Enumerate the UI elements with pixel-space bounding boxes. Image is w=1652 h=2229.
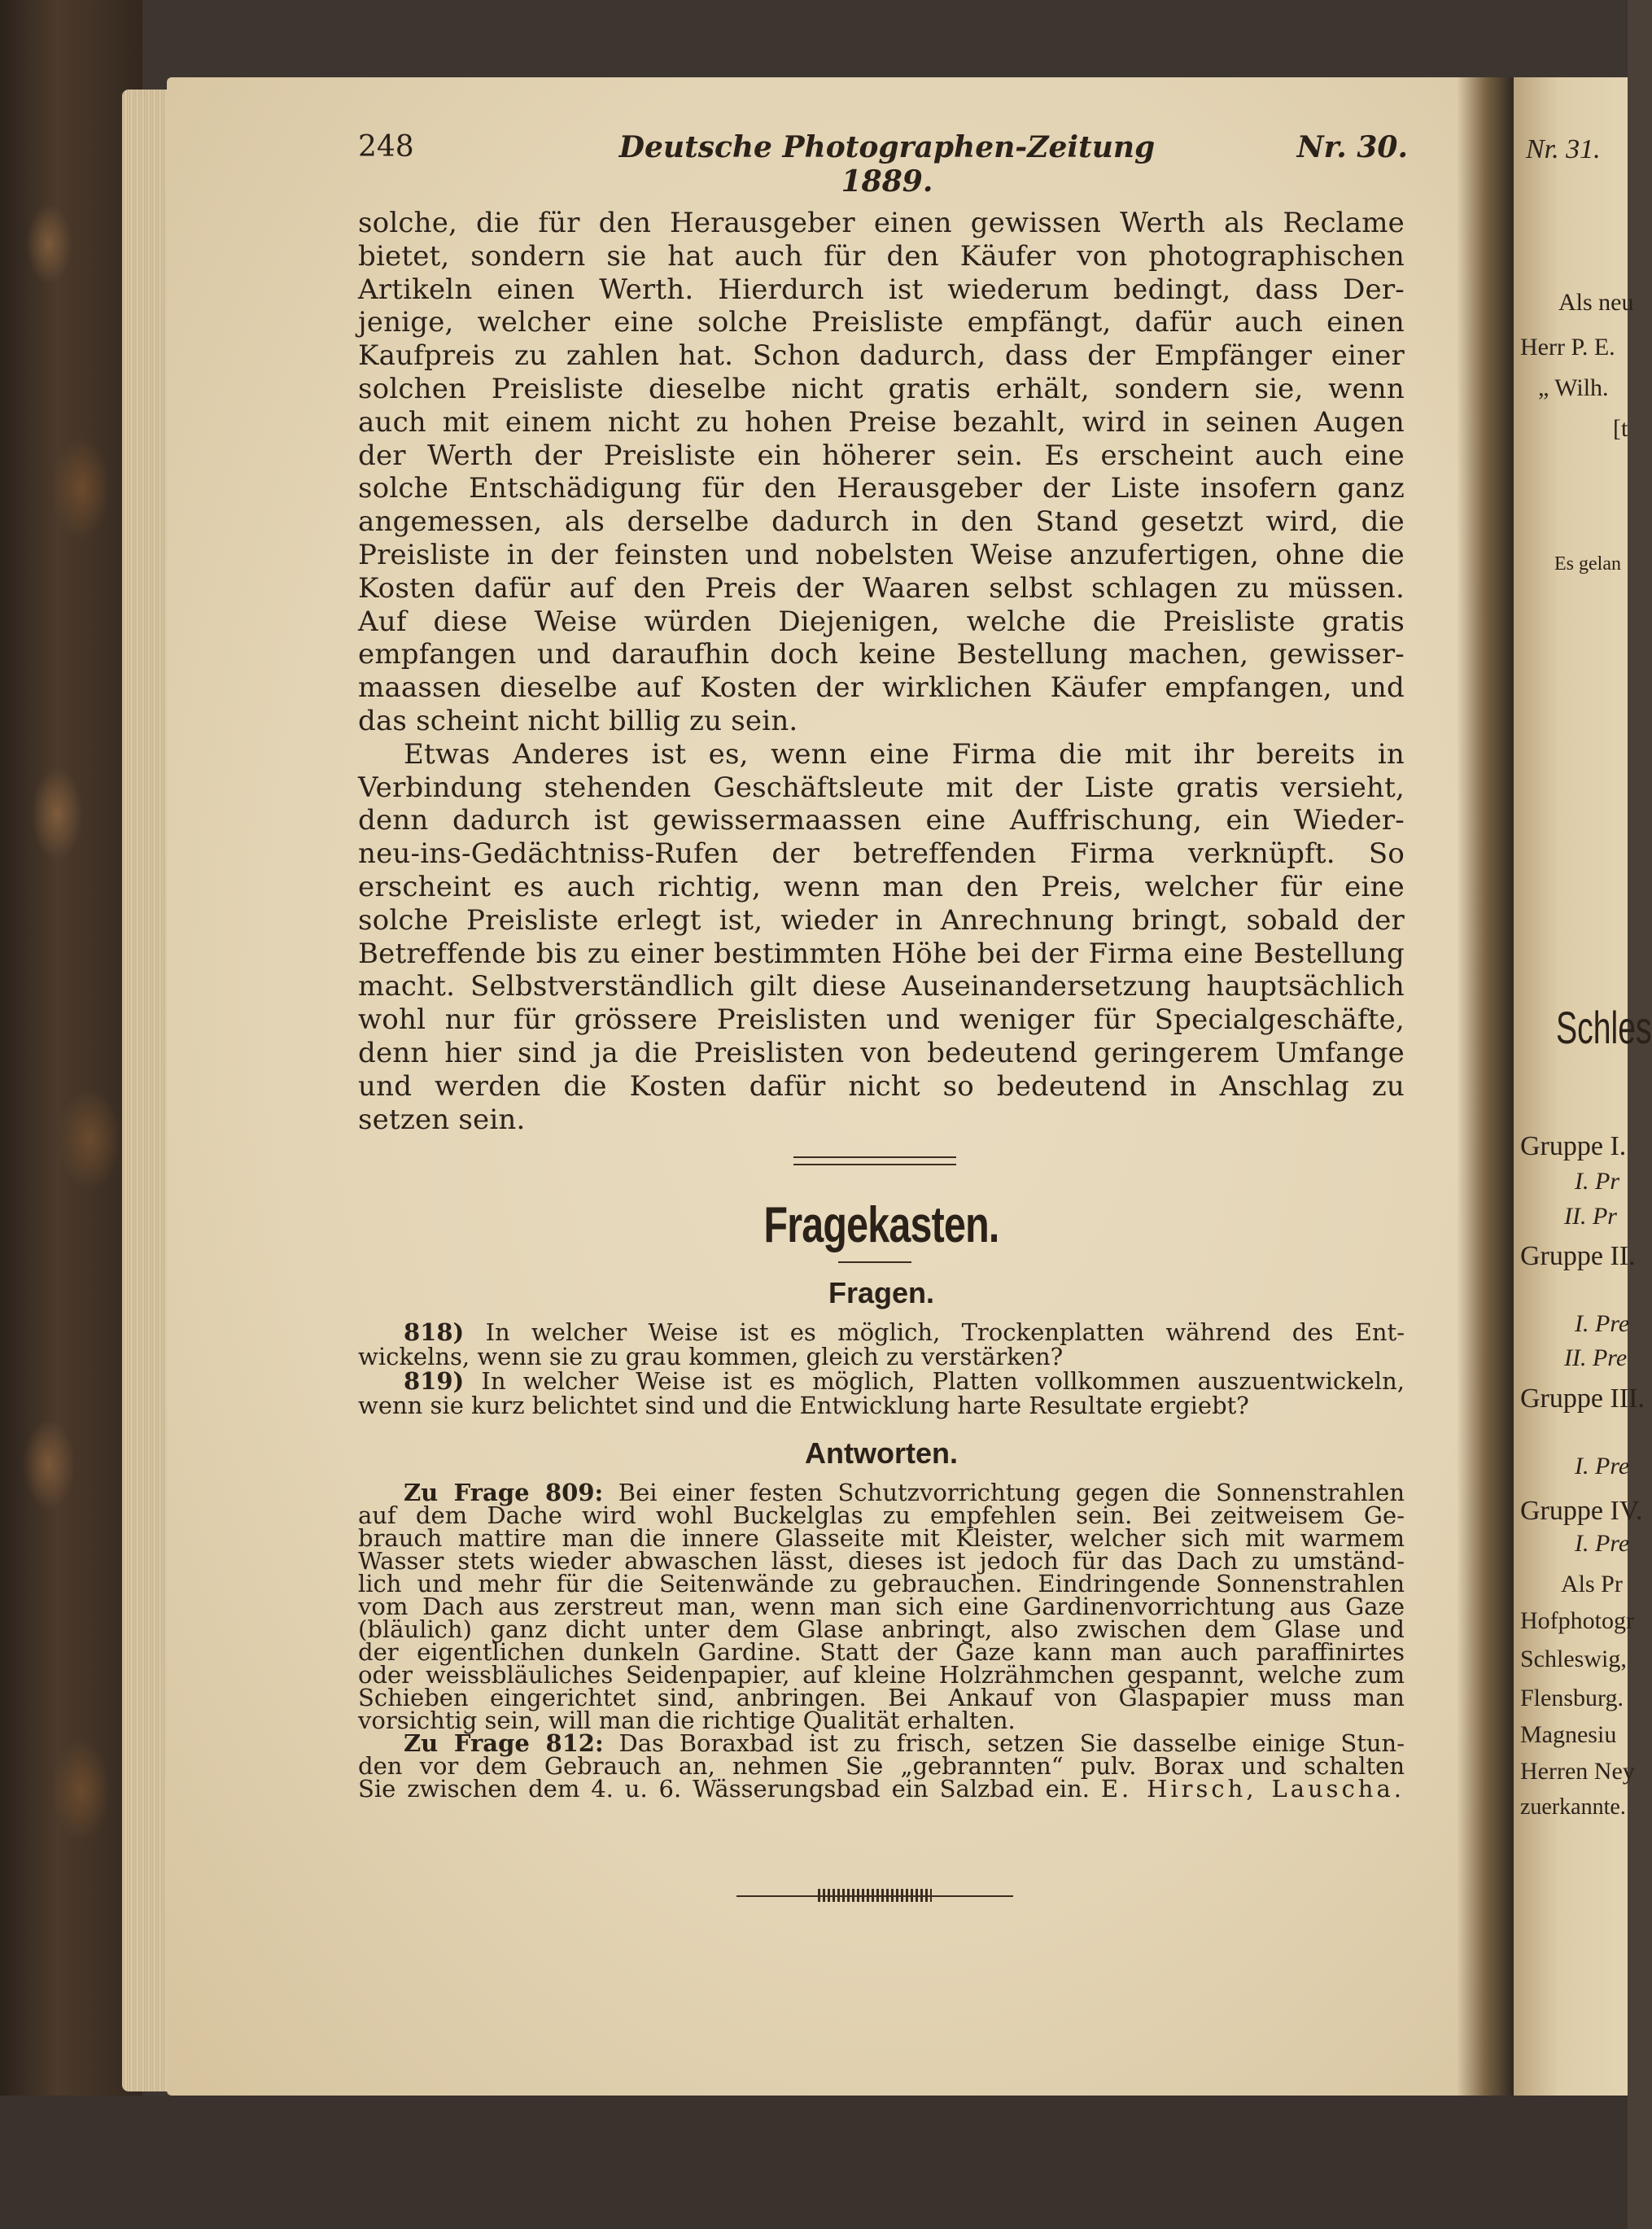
answer-text: Das Boraxbad ist zu frisch, setzen Sie dasselbe einige Stun- bbox=[618, 1729, 1405, 1757]
right-page-fragment: Magnesiu bbox=[1520, 1721, 1617, 1748]
text-line: solche, die für den Herausgeber einen gewissen Werth als Reclame bbox=[358, 207, 1405, 239]
answer-line: Schieben eingerichtet sind, anbringen. Bei Ankauf von Glaspapier muss man bbox=[358, 1684, 1405, 1711]
answer-line: Wasser stets wieder abwaschen lässt, dieses ist jedoch für das Dach zu umständ- bbox=[358, 1547, 1405, 1575]
right-page-fragment: Gruppe I. bbox=[1520, 1131, 1627, 1161]
right-page-fragment: I. Pre bbox=[1575, 1530, 1630, 1557]
answers-block bbox=[358, 1479, 1405, 1803]
text-line: solche Entschädigung für den Herausgeber der Liste insofern ganz bbox=[358, 472, 1405, 505]
text-line: Artikeln einen Werth. Hierdurch ist wiederum bedingt, dass Der- bbox=[358, 273, 1405, 306]
text-line: empfangen und daraufhin doch keine Bestellung machen, gewisser- bbox=[358, 638, 1405, 671]
text-line: auch mit einem nicht zu hohen Preise bezahlt, wird in seinen Augen bbox=[358, 405, 1405, 439]
text-line: denn dadurch ist gewissermaassen eine Auffrischung, ein Wieder- bbox=[358, 804, 1405, 837]
running-title: Deutsche Photographen-Zeitung 1889. bbox=[618, 130, 1156, 199]
answer-line: oder weissbläuliches Seidenpapier, auf kleine Holzrähmchen gespannt, welche zum bbox=[358, 1661, 1405, 1689]
text-line: maassen dieselbe auf Kosten der wirklichen Käufer empfangen, und bbox=[358, 671, 1405, 705]
right-page-fragment: Gruppe IV. bbox=[1520, 1496, 1643, 1526]
text-line: macht. Selbstverständlich gilt diese Auseinandersetzung hauptsächlich bbox=[358, 970, 1405, 1003]
text-line: erscheint es auch richtig, wenn man den Preis, welcher für eine bbox=[358, 870, 1405, 903]
question-line: wenn sie kurz belichtet sind und die Entwicklung harte Resultate ergiebt? bbox=[358, 1392, 1249, 1419]
answer-line: vom Dach aus zerstreut man, wenn man sich eine Gardinenvorrichtung aus Gaze bbox=[358, 1593, 1405, 1620]
answer-text: Bei einer festen Schutzvorrichtung gegen die Sonnenstrahlen bbox=[618, 1479, 1405, 1506]
right-page-fragment: II. Pre bbox=[1564, 1344, 1628, 1371]
text-line: Verbindung stehenden Geschäftsleute mit der Liste gratis versieht, bbox=[358, 771, 1405, 804]
right-page-fragment: Gruppe III. bbox=[1520, 1383, 1645, 1414]
question-818 bbox=[358, 1320, 1405, 1369]
right-page-fragment: Als neu bbox=[1558, 289, 1634, 316]
fragen-heading: Fragen. bbox=[828, 1276, 935, 1309]
question-number: 819) bbox=[404, 1367, 465, 1395]
right-page-fragment: Schleswig, bbox=[1520, 1646, 1627, 1672]
text-line: das scheint nicht billig zu sein. bbox=[358, 704, 798, 737]
right-page-fragment: zuerkannte. bbox=[1520, 1794, 1626, 1820]
answer-line: (bläulich) ganz dicht unter dem Glase anbringt, also zwischen dem Glase und bbox=[358, 1615, 1405, 1643]
signature: E. Hirsch, Lauscha. bbox=[1100, 1775, 1405, 1803]
answer-line: brauch mattire man die innere Glasseite mit Kleister, welcher sich mit warmem bbox=[358, 1524, 1405, 1552]
right-page-fragment: Nr. 31. bbox=[1526, 134, 1601, 164]
text-line: angemessen, als derselbe dadurch in den Stand gesetzt wird, die bbox=[358, 505, 1405, 539]
answer-line: den vor dem Gebrauch an, nehmen Sie „gebrannten“ pulv. Borax und schalten bbox=[358, 1752, 1405, 1780]
answer-reference: Zu Frage 809: bbox=[404, 1479, 604, 1506]
antworten-heading: Antworten. bbox=[805, 1436, 958, 1470]
answer-line: der eigentlichen dunkeln Gardine. Statt der Gaze kann man auch paraffinirtes bbox=[358, 1638, 1405, 1666]
question-line: wickelns, wenn sie zu grau kommen, gleich zu verstärken? bbox=[358, 1343, 1064, 1370]
answer-text: Sie zwischen dem 4. u. 6. Wässerungsbad ein Salzbad ein. bbox=[358, 1775, 1090, 1803]
questions-block bbox=[358, 1320, 1405, 1418]
right-page-fragment: I. Pre bbox=[1575, 1310, 1630, 1337]
question-line bbox=[358, 1320, 1405, 1344]
right-page-fragment: Schles bbox=[1556, 1002, 1652, 1053]
question-number: 818) bbox=[404, 1318, 465, 1346]
bottom-background bbox=[0, 2096, 1628, 2229]
right-page-fragment: Flensburg. bbox=[1520, 1685, 1624, 1711]
right-page-fragment: II. Pr bbox=[1564, 1203, 1617, 1230]
text-line: wohl nur für grössere Preislisten und weniger für Specialgeschäfte, bbox=[358, 1003, 1405, 1037]
marbled-book-cover bbox=[0, 0, 142, 2229]
text-line: setzen sein. bbox=[358, 1103, 526, 1136]
text-line: der Werth der Preisliste ein höherer sein. Es erscheint auch eine bbox=[358, 439, 1405, 472]
answer-812 bbox=[358, 1729, 1405, 1803]
text-line: solche Preisliste erlegt ist, wieder in Anrechnung bringt, sobald der bbox=[358, 903, 1405, 937]
right-page-fragment: I. Pr bbox=[1575, 1168, 1619, 1195]
right-page-fragment: Herren Ney bbox=[1520, 1758, 1635, 1785]
answer-line bbox=[358, 1775, 1405, 1803]
text-line: Preisliste in der feinsten und nobelsten Weise anzufertigen, ohne die bbox=[358, 538, 1405, 571]
book-gutter bbox=[1457, 77, 1514, 2096]
answer-line: lich und mehr für die Seitenwände zu gebrauchen. Eindringende Sonnenstrahlen bbox=[358, 1570, 1405, 1597]
text-line: jenige, welcher eine solche Preisliste empfängt, dafür auch einen bbox=[358, 306, 1405, 339]
text-line: denn hier sind ja die Preislisten von bedeutend geringerem Umfange bbox=[358, 1036, 1405, 1069]
right-page-fragment: Hofphotogr bbox=[1520, 1607, 1634, 1634]
answer-line bbox=[358, 1729, 1405, 1757]
right-page-fragment: Herr P. E. bbox=[1520, 334, 1615, 361]
text-line: und werden die Kosten dafür nicht so bedeutend in Anschlag zu bbox=[358, 1069, 1405, 1103]
answer-line bbox=[358, 1481, 1405, 1504]
answer-reference: Zu Frage 812: bbox=[404, 1729, 604, 1757]
right-page-fragment: I. Pre bbox=[1575, 1453, 1630, 1479]
question-text: In welcher Weise ist es möglich, Trockenplatten während des Ent- bbox=[485, 1318, 1405, 1346]
running-header bbox=[358, 130, 1408, 199]
page-number: 248 bbox=[358, 130, 414, 164]
text-line: Kosten dafür auf den Preis der Waaren selbst schlagen zu müssen. bbox=[358, 571, 1405, 605]
double-rule-separator bbox=[793, 1156, 956, 1165]
answer-line: auf dem Dache wird wohl Buckelglas zu empfehlen sein. Bei zeitweisem Ge- bbox=[358, 1501, 1405, 1529]
text-line: Etwas Anderes ist es, wenn eine Firma die mit ihr bereits in bbox=[404, 737, 1405, 771]
right-page-fragment: Es gelan bbox=[1554, 553, 1621, 575]
right-page-fragment: [t bbox=[1613, 415, 1628, 442]
question-819 bbox=[358, 1369, 1405, 1418]
text-line: neu-ins-Gedächtniss-Rufen der betreffenden Firma verknüpft. So bbox=[358, 837, 1405, 871]
small-rule bbox=[838, 1261, 911, 1263]
right-page-fragment: „ Wilh. bbox=[1538, 374, 1609, 401]
answer-809 bbox=[358, 1481, 1405, 1732]
answer-line: vorsichtig sein, will man die richtige Qualität erhalten. bbox=[358, 1707, 1016, 1734]
text-line: Auf diese Weise würden Diejenigen, welche die Preisliste gratis bbox=[358, 605, 1405, 638]
issue-number: Nr. 30. bbox=[1296, 130, 1408, 164]
text-line: Betreffende bis zu einer bestimmten Höhe bei der Firma eine Bestellung bbox=[358, 937, 1405, 970]
text-line: solchen Preisliste dieselbe nicht gratis erhält, sondern sie, wenn bbox=[358, 372, 1405, 405]
text-line: Kaufpreis zu zahlen hat. Schon dadurch, dass der Empfänger einer bbox=[358, 339, 1405, 373]
text-line: bietet, sondern sie hat auch für den Käufer von photographischen bbox=[358, 239, 1405, 273]
question-text: In welcher Weise ist es möglich, Platten vollkommen auszuentwickeln, bbox=[481, 1367, 1405, 1395]
section-title: Fragekasten. bbox=[763, 1197, 999, 1253]
question-line bbox=[358, 1369, 1405, 1393]
right-page-fragment: Als Pr bbox=[1561, 1571, 1623, 1597]
right-page-fragment: Gruppe II. bbox=[1520, 1241, 1636, 1271]
ornament-rule bbox=[736, 1886, 1013, 1906]
article-body bbox=[358, 207, 1405, 1136]
